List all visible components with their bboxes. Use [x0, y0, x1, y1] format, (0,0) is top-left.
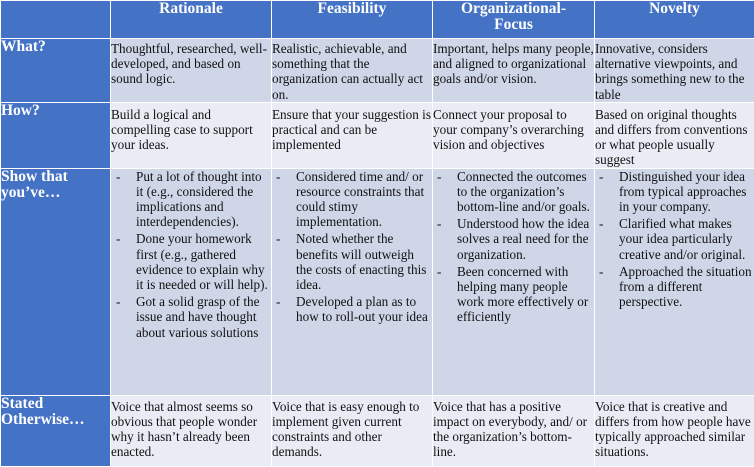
cell-show-feasibility — [272, 168, 433, 395]
row-show-that-youve — [1, 168, 754, 395]
list-item: - Considered time and/ or resource constraints that could stimy implementation. — [296, 169, 432, 230]
list-show-organizational-focus — [433, 169, 594, 325]
cell-what-novelty: Innovative, considers alternative viewpoints, and brings something new to the table — [595, 39, 754, 103]
row-header-show-that-youve: Show that you’ve… — [1, 168, 111, 395]
row-how — [1, 102, 754, 168]
list-item: - Developed a plan as to how to roll-out your idea — [296, 294, 432, 324]
cell-show-novelty — [595, 168, 754, 395]
cell-how-organizational-focus: Connect your proposal to your company’s overarching vision and objectives — [433, 102, 595, 168]
list-item: - Noted whether the benefits will outweigh the costs of enacting this idea. — [296, 231, 432, 292]
list-item: - Done your homework first (e.g., gathered evidence to explain why it is needed or will help). — [136, 231, 271, 292]
list-item: - Been concerned with helping many people work more effectively or efficiently — [457, 264, 594, 325]
cell-what-rationale: Thoughtful, researched, well-developed, and based on sound logic. — [111, 39, 272, 103]
cell-stated-organizational-focus: Voice that has a positive impact on everybody, and/ or the organization’s bottom-line. — [433, 395, 595, 466]
column-header-feasibility: Feasibility — [272, 1, 433, 39]
row-header-how: How? — [1, 102, 111, 168]
list-item: - Clarified what makes your idea particularly creative and/or original. — [619, 216, 754, 262]
cell-stated-novelty: Voice that is creative and differs from how people have typically approached similar situations. — [595, 395, 754, 466]
column-header-novelty: Novelty — [595, 1, 754, 39]
cell-show-organizational-focus — [433, 168, 595, 395]
cell-what-organizational-focus: Important, helps many people, and aligned to organizational goals and/or vision. — [433, 39, 595, 103]
row-header-stated-otherwise: Stated Otherwise… — [1, 395, 111, 466]
list-item: - Put a lot of thought into it (e.g., considered the implications and interdependencies). — [136, 169, 271, 230]
list-show-feasibility — [272, 169, 432, 325]
cell-how-feasibility: Ensure that your suggestion is practical and can be implemented — [272, 102, 433, 168]
header-corner — [1, 1, 111, 39]
list-item: - Distinguished your idea from typical approaches in your company. — [619, 169, 754, 215]
cell-how-novelty: Based on original thoughts and differs from conventions or what people usually suggest — [595, 102, 754, 168]
list-show-novelty — [595, 169, 754, 310]
row-stated-otherwise — [1, 395, 754, 466]
row-header-what: What? — [1, 39, 111, 103]
list-item: - Approached the situation from a different perspective. — [619, 264, 754, 310]
cell-show-rationale — [111, 168, 272, 395]
cell-stated-rationale: Voice that almost seems so obvious that people wonder why it hasn’t already been enacted. — [111, 395, 272, 466]
header-row — [1, 1, 754, 39]
column-header-rationale: Rationale — [111, 1, 272, 39]
list-item: - Got a solid grasp of the issue and have thought about various solutions — [136, 294, 271, 340]
column-header-organizational-focus: Organizational- Focus — [433, 1, 595, 39]
row-what — [1, 39, 754, 103]
list-item: - Connected the outcomes to the organization’s bottom-line and/or goals. — [457, 169, 594, 215]
list-show-rationale — [111, 169, 271, 340]
cell-how-rationale: Build a logical and compelling case to support your ideas. — [111, 102, 272, 168]
cell-what-feasibility: Realistic, achievable, and something that the organization can actually act on. — [272, 39, 433, 103]
cell-stated-feasibility: Voice that is easy enough to implement given current constraints and other demands. — [272, 395, 433, 466]
list-item: - Understood how the idea solves a real need for the organization. — [457, 216, 594, 262]
